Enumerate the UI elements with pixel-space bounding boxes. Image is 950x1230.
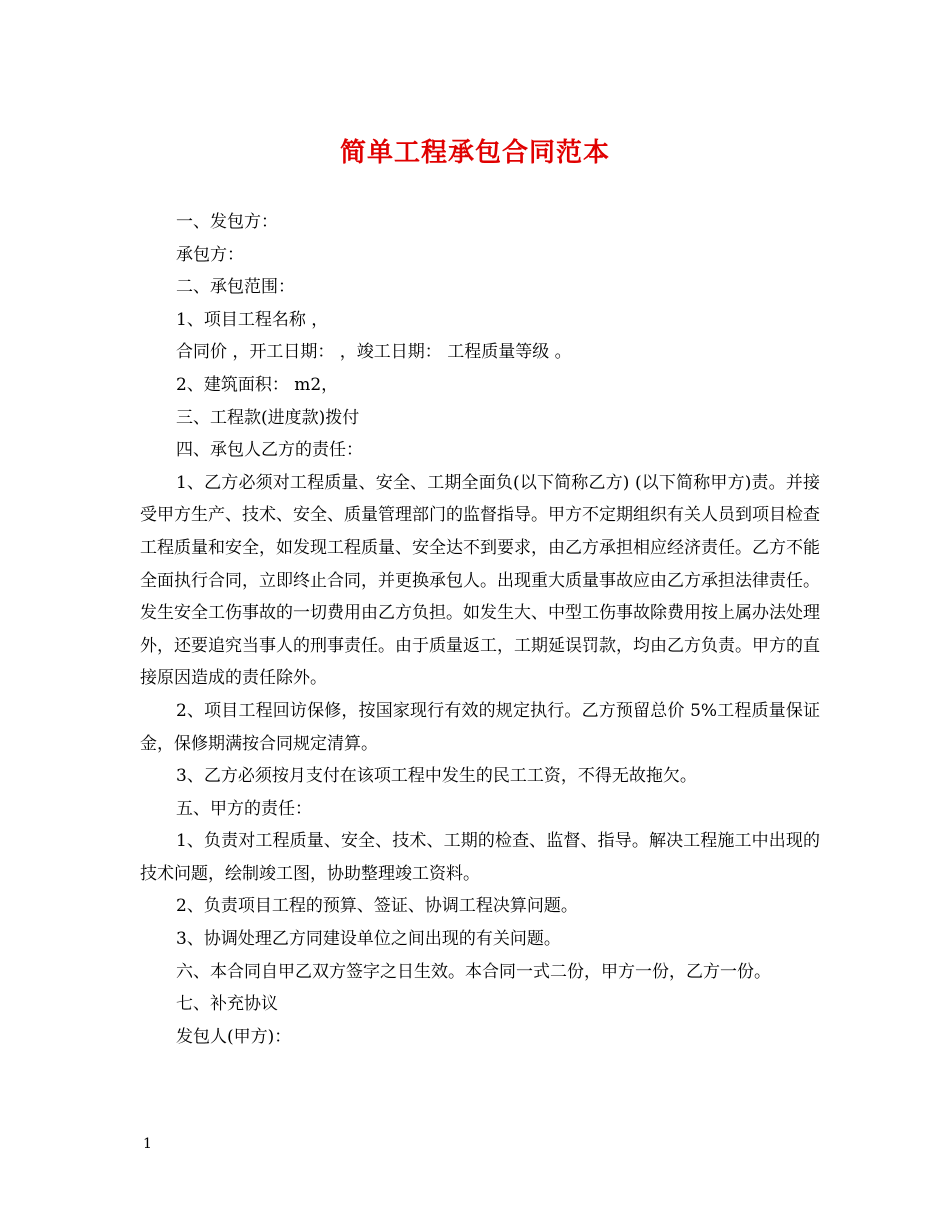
section-payment-heading: 三、工程款(进度款)拨付 [176, 407, 360, 428]
project-name-line: 1、项目工程名称 ， [176, 309, 329, 330]
party-b-clause-3: 3、乙方必须按月支付在该项工程中发生的民工工资，不得无故拖欠。 [176, 766, 697, 787]
party-a-clause-3: 3、协调处理乙方同建设单位之间出现的有关问题。 [176, 929, 561, 950]
party-b-clause-1: 1、乙方必须对工程质量、安全、工期全面负(以下简称乙方) (以下简称甲方)责。并接受甲方生产、技术、安全、质量管理部门的监督指导。甲方不定期组织有关人员到项目检查工程质量和安全，如发现工程质量、安全达不到要求，由乙方承担相应经济责任。乙方不能全面执行合同，立即终止合同，并更换承包人。出现重大质量事故应由乙方承担法律责任。发生安全工伤事故的一切费用由乙方负担。如发生大、中型工伤事故除费用按上属办法处理外，还要追究当事人的刑事责任。由于质量返工，工期延误罚款，均由乙方负责。甲方的直接原因造成的责任除外。 [140, 472, 820, 689]
section-supplement-heading: 七、补充协议 [176, 994, 278, 1015]
page-title: 简单工程承包合同范本 [339, 138, 610, 168]
page-number: 1 [143, 1136, 152, 1152]
section-client-heading: 一、发包方： [176, 212, 278, 232]
section-party-a-heading: 五、甲方的责任： [176, 798, 312, 819]
contract-price-line: 合同价 ，开工日期： ，竣工日期： 工程质量等级 。 [176, 342, 572, 363]
section-party-b-heading: 四、承包人乙方的责任： [176, 440, 363, 461]
party-a-clause-2: 2、负责项目工程的预算、签证、协调工程决算问题。 [176, 896, 578, 917]
building-area-line: 2、建筑面积： m2， [176, 374, 339, 395]
section-scope-heading: 二、承包范围： [176, 277, 295, 298]
party-a-clause-1: 1、负责对工程质量、安全、技术、工期的检查、监督、指导。解决工程施工中出现的技术问题，绘制竣工图，协助整理竣工资料。 [140, 831, 820, 884]
section-effective-clause: 六、本合同自甲乙双方签字之日生效。本合同一式二份，甲方一份，乙方一份。 [176, 961, 771, 982]
signature-party-a-line: 发包人(甲方)： [176, 1026, 292, 1047]
contract-body [140, 206, 820, 1053]
party-b-clause-2: 2、项目工程回访保修，按国家现行有效的规定执行。乙方预留总价 5%工程质量保证金，保修期满按合同规定清算。 [140, 700, 820, 754]
contractor-line: 承包方： [176, 244, 244, 265]
